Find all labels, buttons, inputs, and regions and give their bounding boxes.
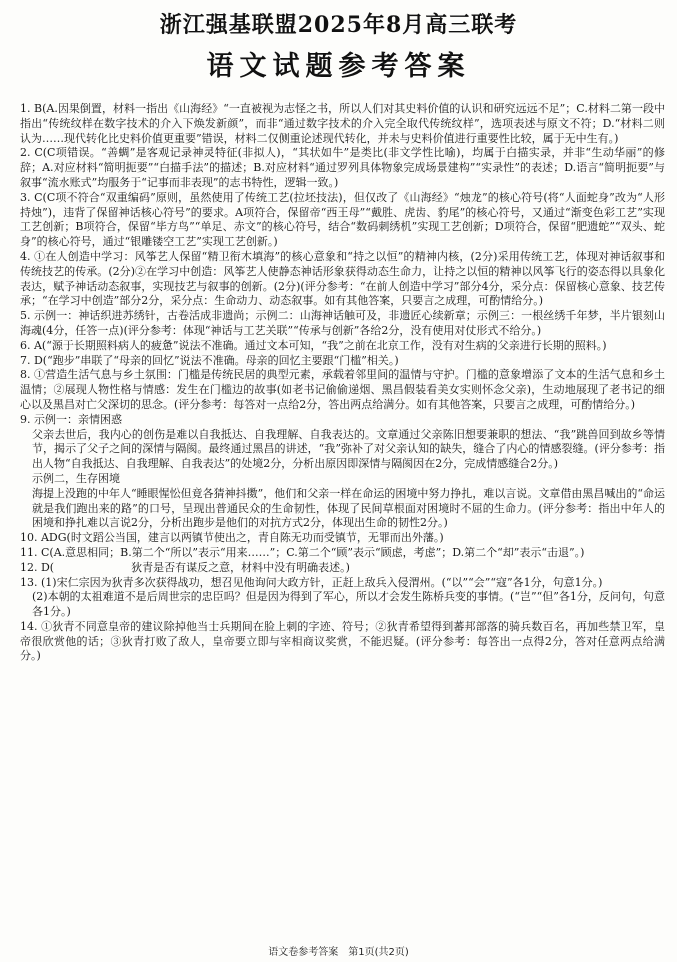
document-title: 语文试题参考答案 [206, 51, 471, 82]
answer-item-10: 10. ADG(时文蹈公当国，建言以两镇节使出之，青自陈无功而受镇节，无罪而出外藩。) [20, 531, 444, 545]
answer-item-14: 14. ①狄青不同意皇帝的建议除掉他当士兵期间在脸上刺的字迹、符号；②狄青希望得到蕃邦部落的骑兵数百名，再加些禁卫军，皇帝很欣赏他的话；③狄青打败了敌人，皇帝要立即与宰相商议奖赏，不能迟疑。(评分参考：每答出一点得2分，答对任意两点给满分。) [20, 619, 665, 663]
answer-item-9-example-1-heading: 9. 示例一：亲情困惑 [20, 412, 122, 426]
answer-item-7: 7. D(“跑步”串联了“母亲的回忆”说法不准确。母亲的回忆主要跟“门槛”相关。) [20, 353, 399, 367]
answer-item-6: 6. A(“源于长期照料病人的疲惫”说法不准确。通过文本可知，“我”之前在北京工作，没有对生病的父亲进行长期的照料。) [20, 338, 607, 352]
answer-list [20, 102, 665, 664]
answer-item-8: 8. ①营造生活气息与乡土氛围：门槛是传统民居的典型元素，承载着邻里间的温情与守护。门槛的意象增添了文本的生活气息和乡土温情；②展现人物性格与情感：发生在门槛边的故事(如老书记偷偷递烟、黑昌假装看美女实则怀念父亲)，生动地展现了老书记的细心以及黑昌对亡父深切的思念。(评分参考：每答对一点给2分，答出两点给满分。如有其他答案，只要言之成理，可酌情给分。) [20, 368, 665, 411]
answer-item-9-example-2-body: 海提上没跑的中年人“睡眼惺忪但竟各猜神抖擞”，他们和父亲一样在命运的困境中努力挣扎，难以言说。文章借由黑昌喊出的“命运就是我们跑出来的路”的口号，呈现出普通民众的生命韧性，体现了民间草根面对困境时不屈的生命力。(评分参考：指出中年人的困境和挣扎难以言说2分，分析出跑步是他们的对抗方式2分，体现出生命的韧性2分。) [32, 486, 665, 530]
answer-item-11: 11. C(A.意思相同；B.第二个“所以”表示“用来……”；C.第二个“顾”表示“顾虑，考虑”；D.第二个“却”表示“击退”。) [20, 545, 585, 559]
answer-item-3: 3. C(C项不符合“双重编码”原则，虽然使用了传统工艺(拉坯技法)，但仅改了《山海经》“烛龙”的核心符号(将“人面蛇身”改为“人形持烛”)，违背了保留神话核心符号”的要求。A项符合，保留帝“西王母”“戴胜、虎齿、豹尾”的核心符号，又通过“渐变色彩工艺”实现工艺创新；B项符合，保留“毕方鸟”“单足、赤文”的核心符号，结合“数码刺绣机”实现工艺创新；D项符合，保留“肥遗蛇”“双头、蛇身”的核心符号，通过“银雕镂空工艺”实现工艺创新。) [20, 190, 665, 249]
answer-item-4: 4. ①在人创造中学习：风筝艺人保留“精卫衔木填海”的核心意象和“持之以恒”的精神内核，(2分)采用传统工艺，体现对神话叙事和传统技艺的传承。(2分)②在学习中创造：风筝艺人使静态神话形象获得动态生命力，让持之以恒的精神以风筝飞行的姿态得以具象化表达，赋予神话动态叙事，实现技艺与叙事的创新。(2分)(评分参考：“在前人创造中学习”部分4分，采分点：保留核心意象、技艺传承；“在学习中创造”部分2分，采分点：生命动力、动态叙事。如有其他答案，只要言之成理，可酌情给分。) [20, 249, 665, 308]
answer-item-9-example-1-body: 父亲去世后，我内心的创伤是难以自我抵达、自我理解、自我表达的。文章通过父亲陈旧想要兼职的想法、“我”跳兽回到故乡等情节，揭示了父子之间的深情与隔阂。最终通过黑昌的讲述，“我”弥补了对父亲认知的缺失，缝合了内心的情感裂缝。(评分参考：指出人物“自我抵达、自我理解、自我表达”的处境2分，分析出原因即深情与隔阂因在2分，完成情感缝合2分。) [32, 427, 665, 471]
answer-item-13-part-2: (2)本朝的太祖难道不是后周世宗的忠臣吗？但是因为得到了军心，所以才会发生陈桥兵变的事情。(“岂”“但”各1分，反问句，句意各1分。) [32, 590, 665, 619]
answer-item-12: 12. D( 狄青是否有谋反之意，材料中没有明确表述。) [20, 560, 350, 574]
answer-item-9-example-2-heading: 示例二，生存困境 [32, 471, 120, 485]
answer-item-2: 2. C(C项错误。“善蜩”是客观记录神灵特征(非拟人)，“其状如牛”是类比(非文学性比喻)，均属于白描实录，并非“生动华丽”的修辞；A.对应材料“简明扼要”“白描手法”的描述；B.对应材料“通过罗列具体物象完成场景建构”“实录性”的表述；D.语言“简明扼要”与叙事“流水账式”均服务于“记事而非表现”的志书特性，逻辑一致。) [20, 146, 665, 189]
exam-title: 浙江强基联盟2025年8月高三联考 [159, 12, 518, 38]
page-footer: 语文卷参考答案 第1页(共2页) [268, 947, 409, 958]
answer-item-1: 1. B(A.因果倒置，材料一指出《山海经》“一直被视为志怪之书，所以人们对其史料价值的认识和研究远远不足”；C.材料二第一段中指出“传统纹样在数字技术的介入下焕发新颜”，而非“通过数字技术的介入完全取代传统纹样”，选项表述与原文不符；D.“材料二则认为……现代转化比史料价值更重要”错误，材料二仅侧重论述现代转化，并未与史料价值进行重要性比较，属于无中生有。) [20, 102, 665, 145]
answer-item-5: 5. 示例一：神话织进苏绣针，古卷活成非遗尚；示例二：山海神话触可及，非遗匠心续新章；示例三：一根丝绣千年梦，半片银刻山海魂(4分，任答一点)(评分参考：体现“神话与工艺关联”“传承与创新”各给2分，没有使用对仗形式不给分。) [20, 309, 665, 337]
answer-item-13-part-1: 13. (1)宋仁宗因为狄青多次获得战功，想召见他询问大政方针，正赶上敌兵入侵渭州。(“以”“会”“寇”各1分，句意1分。) [20, 575, 603, 589]
